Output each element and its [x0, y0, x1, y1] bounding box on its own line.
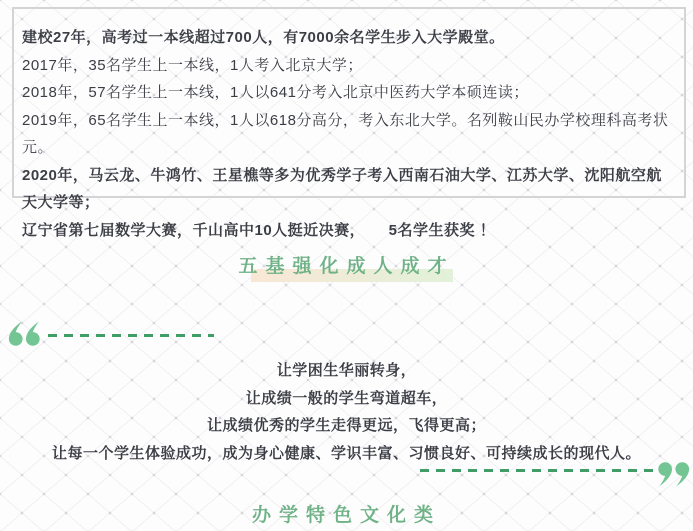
stats-line: 2018年，57名学生上一本线，1人以641分考入北京中医药大学本硕连读； [22, 84, 529, 101]
quote-dash-line-open [48, 334, 214, 337]
stats-line: 2017年，35名学生上一本线，1人考入北京大学； [22, 56, 363, 74]
stats-line: 建校27年，高考过一本线超过700人，有7000余名学生步入大学殿堂。 [22, 29, 505, 46]
quote-dash-line-close [420, 469, 656, 472]
quote-line: 让学困生华丽转身， [276, 362, 417, 379]
achievements-box [12, 7, 686, 239]
quote-line: 让每一个学生体验成功，成为身心健康、学识丰富、习惯良好、可持续成长的现代人。 [51, 444, 641, 462]
stats-line: 辽宁省第七届数学大赛，千山高中10人挺近决赛， 5名学生获奖 ！ [22, 221, 496, 239]
motto-quote [0, 357, 693, 467]
section-heading-banxue: 办学特色文化类 [251, 505, 441, 526]
quote-line: 让成绩优秀的学生走得更远，飞得更高； [206, 417, 486, 434]
section-heading-wuji: 五基强化成人成才 [238, 256, 455, 277]
quote-line: 让成绩一般的学生弯道超车， [245, 389, 448, 407]
stats-line: 2020年，马云龙、牛鸿竹、王星樵等多为优秀学子考入西南石油大学、江苏大学、沈阳航空航天大学等； [22, 166, 662, 211]
close-quote-icon [654, 461, 690, 487]
open-quote-icon [8, 321, 44, 347]
stats-line: 2019年，65名学生上一本线，1人以618分高分，考入东北大学。名列鞍山民办学校理科高考状元。 [22, 111, 669, 156]
